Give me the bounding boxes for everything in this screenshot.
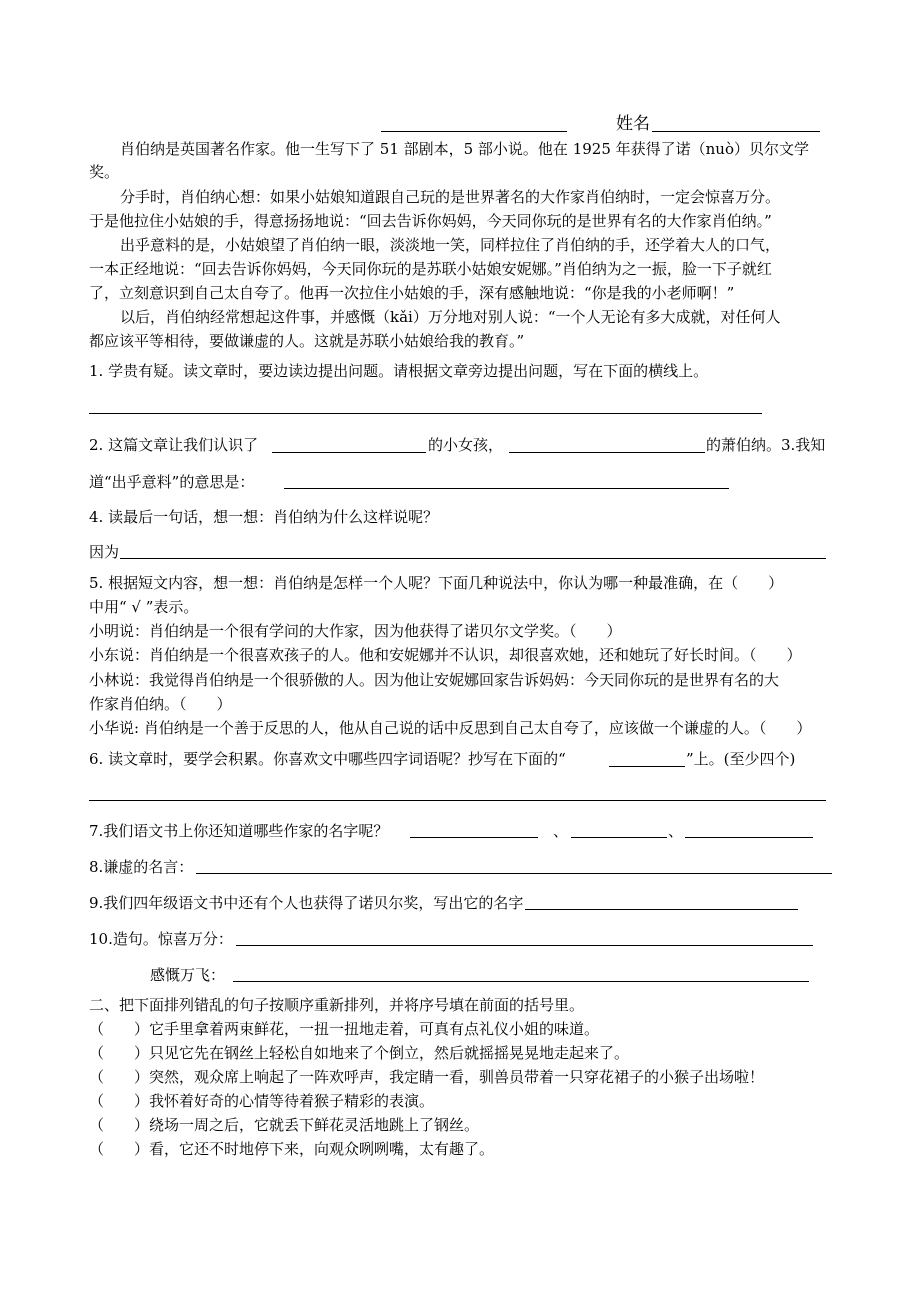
question-10-b: 感慨万飞： <box>150 966 226 984</box>
sentence-item[interactable]: （ ）突然，观众席上响起了一阵欢呼声，我定睛一看，驯兽员带着一只穿花裙子的小猴子出场啦！ <box>89 1068 765 1086</box>
question-6-end: ”上。(至少四个) <box>686 750 796 768</box>
question-8: 8.谦虚的名言： <box>89 858 194 876</box>
question-10: 10.造句。惊喜万分： <box>89 930 233 948</box>
answer-line-6[interactable] <box>89 800 826 801</box>
because-label: 因为 <box>89 543 120 561</box>
sentence-item[interactable]: （ ）看，它还不时地停下来，向观众咧咧嘴，太有趣了。 <box>89 1140 495 1158</box>
passage-line: 肖伯纳是英国著名作家。他一生写下了 51 部剧本，5 部小说。他在 1925 年获得了诺（nuò）贝尔文学 <box>120 140 810 158</box>
class-blank[interactable] <box>381 131 567 132</box>
separator: 、 <box>553 822 569 840</box>
answer-blank-4[interactable] <box>120 558 826 559</box>
part-2-title: 二、把下面排列错乱的句子按顺序重新排列，并将序号填在前面的括号里。 <box>89 996 585 1014</box>
option-xiaolin[interactable]: 小林说：我觉得肖伯纳是一个很骄傲的人。因为他让安妮娜回家告诉妈妈：今天同你玩的是世界有名的大 <box>89 671 780 689</box>
answer-blank-10a[interactable] <box>236 945 813 946</box>
passage-line: 了，立刻意识到自己太自夸了。他再一次拉住小姑娘的手，深有感触地说：“你是我的小老师啊！” <box>89 284 735 302</box>
sentence-item[interactable]: （ ）只见它先在钢丝上轻松自如地来了个倒立，然后就摇摇晃晃地走起来了。 <box>89 1044 630 1062</box>
answer-blank-8[interactable] <box>196 873 832 874</box>
passage-line: 出乎意料的是，小姑娘望了肖伯纳一眼，淡淡地一笑，同样拉住了肖伯纳的手，还学着大人的口气， <box>120 236 781 254</box>
passage-line: 一本正经地说：“回去告诉你妈妈，今天同你玩的是苏联小姑娘安妮娜。”肖伯纳为之一振，脸一下子就红 <box>89 260 772 278</box>
answer-blank-7b[interactable] <box>571 837 667 838</box>
option-xiaodong[interactable]: 小东说：肖伯纳是一个很喜欢孩子的人。他和安妮娜并不认识，却很喜欢她，还和她玩了好长时间。（ ） <box>89 646 802 664</box>
answer-blank-10b[interactable] <box>233 981 809 982</box>
passage-line: 都应该平等相待，要做谦虚的人。这就是苏联小姑娘给我的教育。” <box>89 332 525 350</box>
answer-blank-2b[interactable] <box>509 452 705 453</box>
answer-blank-6-inline <box>609 766 685 767</box>
passage-line: 分手时，肖伯纳心想：如果小姑娘知道跟自己玩的是世界著名的大作家肖伯纳时，一定会惊喜万分。 <box>120 188 781 206</box>
question-5-line-2: 中用“ √ ”表示。 <box>89 598 199 616</box>
answer-blank-9[interactable] <box>525 909 798 910</box>
separator: 、 <box>668 822 684 840</box>
answer-blank-3[interactable] <box>284 488 729 489</box>
passage-line: 以后，肖伯纳经常想起这件事，并感慨（kǎi）万分地对别人说：“一个人无论有多大成就，对任何人 <box>120 308 781 326</box>
passage-line: 于是他拉住小姑娘的手，得意扬扬地说：“回去告诉你妈妈，今天同你玩的是世界有名的大作家肖伯纳。” <box>89 212 772 230</box>
option-xiaoming[interactable]: 小明说：肖伯纳是一个很有学问的大作家，因为他获得了诺贝尔文学奖。（ ） <box>89 622 622 640</box>
question-9: 9.我们四年级语文书中还有个人也获得了诺贝尔奖，写出它的名字 <box>89 894 524 912</box>
answer-blank-7c[interactable] <box>685 837 813 838</box>
name-label: 姓名 <box>616 114 650 134</box>
question-3: 道“出乎意料”的意思是： <box>89 473 255 491</box>
passage-line: 奖。 <box>89 163 120 181</box>
question-1: 1. 学贵有疑。读文章时，要边读边提出问题。请根据文章旁边提出问题，写在下面的横线上。 <box>89 362 709 380</box>
question-5-line-1: 5. 根据短文内容，想一想：肖伯纳是怎样一个人呢？下面几种说法中，你认为哪一种最准确，在（ ） <box>89 574 784 592</box>
question-7: 7.我们语文书上你还知道哪些作家的名字呢？ <box>89 822 389 840</box>
sentence-item[interactable]: （ ）绕场一周之后，它就丢下鲜花灵活地跳上了钢丝。 <box>89 1116 480 1134</box>
answer-blank-2a[interactable] <box>272 452 426 453</box>
sentence-item[interactable]: （ ）我怀着好奇的心情等待着猴子精彩的表演。 <box>89 1092 435 1110</box>
option-xiaohua[interactable]: 小华说: 肖伯纳是一个善于反思的人，他从自己说的话中反思到自己太自夸了，应该做一个谦虚的人。（ ） <box>89 719 812 737</box>
question-6-start: 6. 读文章时，要学会积累。你喜欢文中哪些四字词语呢？抄写在下面的“ <box>89 750 566 768</box>
question-2-end: 的萧伯纳。3.我知 <box>706 436 826 454</box>
name-blank[interactable] <box>652 131 820 132</box>
question-2-mid: 的小女孩， <box>428 436 504 454</box>
sentence-item[interactable]: （ ）它手里拿着两束鲜花，一扭一扭地走着，可真有点礼仪小姐的味道。 <box>89 1020 600 1038</box>
answer-blank-7a[interactable] <box>410 837 538 838</box>
answer-line-1[interactable] <box>89 413 762 414</box>
option-xiaolin-cont[interactable]: 作家肖伯纳。（ ） <box>89 695 232 713</box>
question-4: 4. 读最后一句话，想一想：肖伯纳为什么这样说呢？ <box>89 508 439 526</box>
question-2-start: 2. 这篇文章让我们认识了 <box>89 436 259 454</box>
